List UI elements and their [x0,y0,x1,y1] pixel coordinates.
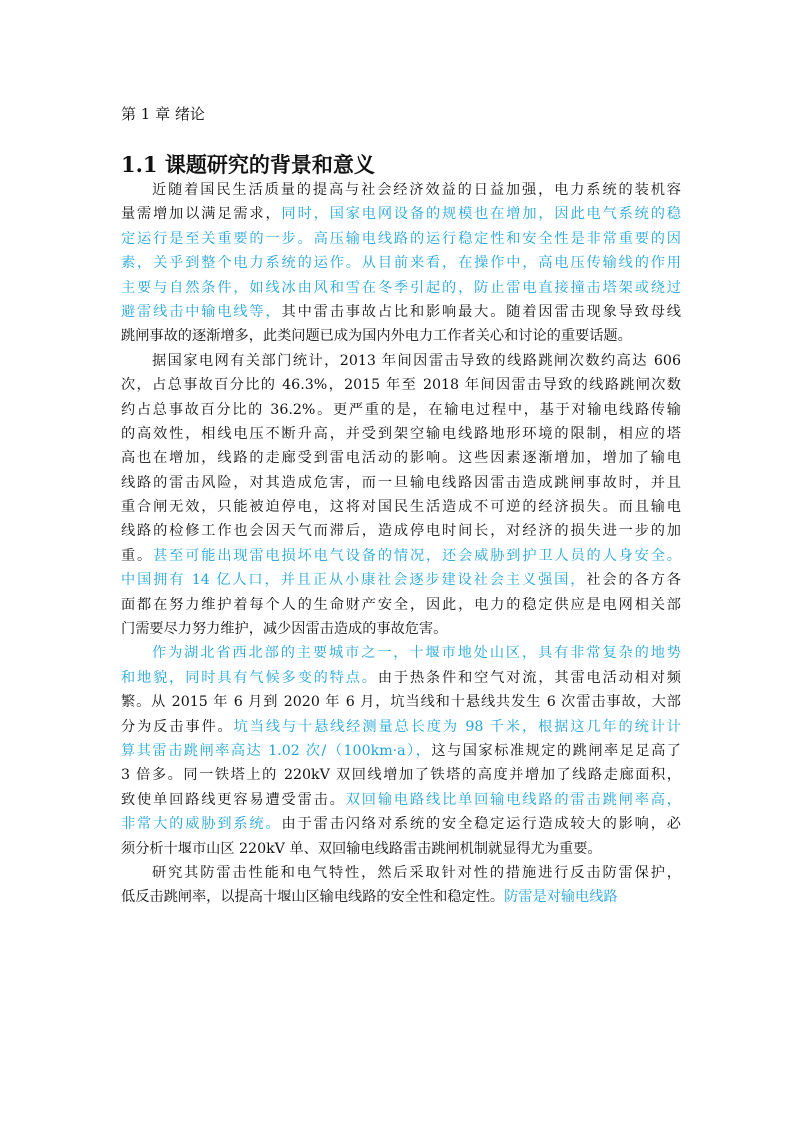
highlighted-text: 和地貌，同时具有气候多变的特点。 [121,669,378,686]
text-line [121,690,681,714]
body-text-run: 社会的各方各 [586,572,681,589]
text-line [121,495,681,519]
highlighted-text: 避雷线击中输电线等， [121,303,282,320]
highlighted-text: 非常大的威胁到系统。 [121,816,282,833]
text-line [121,519,681,543]
body-text-run: 由于雷击闪络对系统的安全稳定运行造成较大的影响，必 [281,816,681,833]
text-line [121,788,681,812]
body-text-run: 低反击跳闸率，以提高十堰山区输电线路的安全性和稳定性。 [121,889,505,906]
text-line [121,349,681,373]
text-line [121,739,681,763]
body-text [121,178,681,910]
text-line [121,837,681,861]
text-line [121,617,681,641]
text-line [121,251,681,275]
body-text-run: 门需要尽力努力维护，减少因雷击造成的事故危害。 [121,621,448,638]
text-line [121,544,681,568]
text-line [121,593,681,617]
body-text-run: 跳闸事故的逐渐增多，此类问题已成为国内外电力工作者关心和讨论的重要话题。 [121,328,632,345]
text-line [121,398,681,422]
body-text-run: 重。 [121,547,154,564]
highlighted-text: 定运行是至关重要的一步。高压输电线路的运行稳定性和安全性是非常重要的因 [121,230,681,247]
text-line [121,568,681,592]
body-text-run: 高也在增加，线路的走廊受到雷电活动的影响。这些因素逐渐增加，增加了输电 [121,450,681,467]
body-text-run: 约占总事故百分比的 36.2%。更严重的是，在输电过程中，基于对输电线路传输 [121,401,681,418]
body-text-run: 重合闸无效，只能被迫停电，这将对国民生活造成不可逆的经济损失。而且输电 [121,499,681,516]
text-line [121,763,681,787]
text-line [121,202,681,226]
text-line [121,812,681,836]
text-line [121,885,681,909]
paragraph [121,861,681,910]
body-text-run: 须分析十堰市山区 220kV 单、双回输电线路雷击跳闸机制就显得尤为重要。 [121,840,602,857]
text-line [121,715,681,739]
body-text-run: 繁。从 2015 年 6 月到 2020 年 6 月，坑当线和十悬线共发生 6 次雷击事故，大部 [121,694,681,711]
body-text-run: 分为反击事件。 [121,718,234,735]
body-text-run: 致使单回路线更容易遭受雷击。 [121,791,346,808]
body-text-run: 由于热条件和空气对流，其雷电活动相对频 [377,669,681,686]
body-text-run: 线路的检修工作也会因天气而滞后，造成停电时间长，对经济的损失进一步的加 [121,523,681,540]
text-line [121,276,681,300]
body-text-run: 线路的雷击风险，对其造成危害，而一旦输电线路因雷击造成跳闸事故时，并且 [121,474,681,491]
highlighted-text: 坑当线与十悬线经测量总长度为 98 千米，根据这几年的统计计 [233,718,681,735]
text-line [121,422,681,446]
highlighted-text: 同时，国家电网设备的规模也在增加，因此电气系统的稳 [281,206,681,223]
text-line [121,641,681,665]
body-text-run: 研究其防雷击性能和电气特性，然后采取针对性的措施进行反击防雷保护， [152,864,681,881]
highlighted-text: 素，关乎到整个电力系统的运作。从目前来看，在操作中，高电压传输线的作用 [121,255,681,272]
text-line [121,300,681,324]
chapter-heading: 第 1 章 绪论 [121,105,205,123]
body-text-run: 据国家电网有关部门统计，2013 年间因雷击导致的线路跳闸次数约高达 606 [152,352,681,369]
highlighted-text: 中国拥有 14 亿人口，并且正从小康社会逐步建设社会主义强国， [121,572,587,589]
paragraph [121,349,681,642]
text-line [121,178,681,202]
body-text-run: 的高效性，相线电压不断升高，并受到架空输电线路地形环境的限制，相应的塔 [121,425,681,442]
text-line [121,324,681,348]
text-line [121,227,681,251]
text-line [121,446,681,470]
text-line [121,861,681,885]
body-text-run: 次，占总事故百分比的 46.3%，2015 年至 2018 年间因雷击导致的线路跳闸次数 [121,377,681,394]
body-text-run: 量需增加以满足需求， [121,206,282,223]
text-line [121,471,681,495]
body-text-run: 面都在努力维护着每个人的生命财产安全，因此，电力的稳定供应是电网相关部 [121,596,681,613]
body-text-run: 其中雷击事故占比和影响最大。随着因雷击现象导致母线 [281,303,681,320]
highlighted-text: 甚至可能出现雷电损坏电气设备的情况，还会威胁到护卫人员的人身安全。 [153,547,681,564]
highlighted-text: 防雷是对输电线路 [504,889,618,906]
highlighted-text: 双回输电路线比单回输电线路的雷击跳闸率高， [345,791,681,808]
highlighted-text: 作为湖北省西北部的主要城市之一，十堰市地处山区，具有非常复杂的地势 [152,645,681,662]
paragraph [121,178,681,349]
body-text-run: 3 倍多。同一铁塔上的 220kV 双回线增加了铁塔的高度并增加了线路走廊面积， [121,767,681,784]
highlighted-text: 主要与自然条件，如线冰由风和雪在冬季引起的，防止雷电直接撞击塔架或绕过 [121,279,681,296]
text-line [121,373,681,397]
body-text-run: 近随着国民生活质量的提高与社会经济效益的日益加强，电力系统的装机容 [152,182,681,198]
section-title: 1.1 课题研究的背景和意义 [121,152,375,177]
body-text-run: 这与国家标准规定的跳闸率足足高了 [431,742,681,759]
highlighted-text: 算其雷击跳闸率高达 1.02 次/（100km·a）， [121,742,432,759]
paragraph [121,641,681,861]
text-line [121,666,681,690]
